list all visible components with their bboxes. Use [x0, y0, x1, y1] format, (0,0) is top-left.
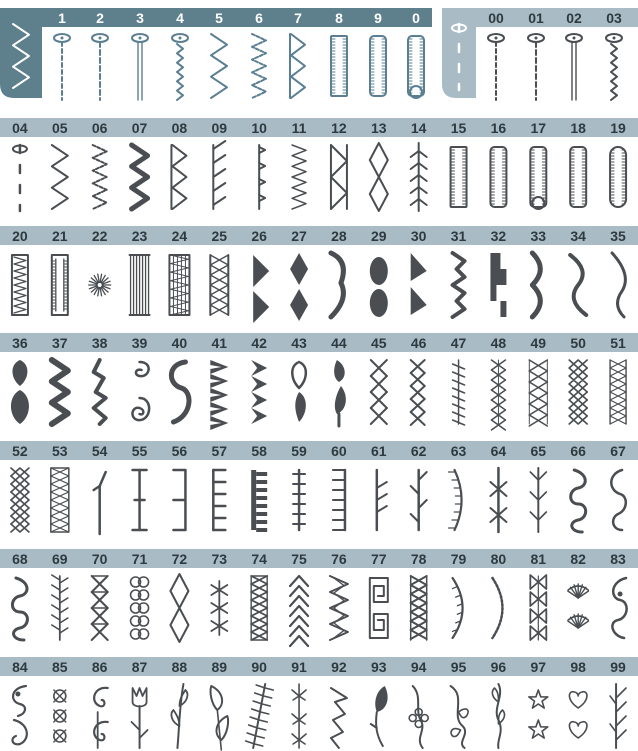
wave-icon[interactable]	[532, 253, 540, 317]
arch-icon[interactable]	[570, 255, 586, 315]
stitch-number: 1	[58, 10, 66, 26]
stitch-number: 82	[570, 551, 586, 567]
stitch-number: 70	[91, 551, 108, 567]
stitch-number: 18	[570, 120, 586, 136]
stitch-number: 72	[171, 551, 188, 567]
cross-stitch-icon[interactable]	[371, 360, 387, 424]
stitch-number: 02	[566, 10, 582, 26]
stitch-number: 43	[291, 335, 307, 351]
stitch-number: 90	[251, 659, 267, 675]
stitch-number: 25	[211, 228, 228, 244]
curl-pair-icon[interactable]	[94, 688, 108, 748]
fork-icon[interactable]	[377, 470, 387, 530]
block-step-icon[interactable]	[490, 253, 506, 317]
heart-pair-icon[interactable]	[569, 692, 587, 738]
stitch-number: 58	[251, 443, 267, 459]
buttonhole-square-icon[interactable]	[451, 147, 467, 207]
buttonhole-bar-icon[interactable]	[52, 255, 68, 315]
chevron-stack-icon[interactable]	[290, 576, 308, 646]
satin-zigzag-icon[interactable]	[132, 145, 148, 209]
stitch-number: 01	[528, 10, 544, 26]
stitch-number: 59	[291, 443, 307, 459]
stitch-number: 61	[371, 443, 387, 459]
stitch-number: 56	[171, 443, 188, 459]
stitch-number: 96	[490, 659, 507, 675]
buttonhole-round-icon[interactable]	[570, 147, 586, 207]
stitch-number: 62	[410, 443, 427, 459]
stitch-number: 45	[371, 335, 387, 351]
stitch-number: 40	[171, 335, 188, 351]
main-stitch-area	[42, 27, 330, 98]
heart-satin-icon[interactable]	[11, 360, 29, 424]
shell-fan-icon[interactable]	[568, 584, 589, 628]
diamond-chain-icon[interactable]	[170, 574, 188, 642]
stitch-number: 91	[291, 659, 307, 675]
bent-arrow-icon[interactable]	[94, 472, 106, 534]
straight-center-icon[interactable]	[528, 34, 544, 100]
cross-double-icon[interactable]	[529, 360, 547, 426]
stitch-number: 8	[335, 10, 343, 26]
stitch-number: 13	[371, 120, 387, 136]
stitch-number: 26	[251, 228, 267, 244]
stitch-number: 83	[610, 551, 626, 567]
buttonhole-round-icon[interactable]	[490, 147, 506, 207]
scallop-icon[interactable]	[331, 253, 343, 317]
s-curve-icon[interactable]	[171, 362, 189, 422]
stitch-number: 97	[530, 659, 547, 675]
stitch-number: 12	[331, 120, 347, 136]
diamond-satin-icon[interactable]	[290, 253, 308, 321]
stitch-number: 0	[412, 10, 420, 26]
stitch-number: 04	[12, 120, 28, 136]
darning-icon[interactable]	[130, 255, 150, 315]
stitch-number: 73	[211, 551, 228, 567]
stitch-number: 21	[52, 228, 68, 244]
star-cross-icon[interactable]	[490, 468, 506, 532]
stitch-number: 19	[610, 120, 626, 136]
diamond-chain-icon[interactable]	[370, 143, 388, 211]
stitch-number: 47	[450, 335, 467, 351]
stitch-number: 57	[211, 443, 228, 459]
stitch-number: 46	[410, 335, 427, 351]
comb-4-icon[interactable]	[213, 470, 225, 530]
stitch-number: 07	[131, 120, 148, 136]
stitch-number: 2	[96, 10, 104, 26]
stitch-number: 15	[450, 120, 467, 136]
stitch-number: 71	[131, 551, 148, 567]
flower-vine-icon[interactable]	[292, 684, 306, 748]
stitch-number: 51	[610, 335, 626, 351]
fern-big-icon[interactable]	[246, 684, 274, 748]
paren-curve-icon[interactable]	[612, 253, 625, 317]
stitch-number: 34	[570, 228, 586, 244]
basting-icon[interactable]	[13, 145, 27, 211]
branch-icon[interactable]	[411, 470, 427, 530]
stitch-number: 95	[450, 659, 467, 675]
leaf-satin-icon[interactable]	[94, 360, 106, 424]
stitch-number: 37	[52, 335, 68, 351]
stitch-number: 14	[410, 120, 427, 136]
stitch-number: 66	[570, 443, 586, 459]
stitch-number: 60	[331, 443, 347, 459]
stitch-number: 11	[291, 120, 307, 136]
swirl-dot-icon[interactable]	[612, 578, 626, 638]
stitch-number: 94	[410, 659, 427, 675]
stitch-number: 06	[91, 120, 108, 136]
lightning-icon[interactable]	[606, 34, 622, 100]
stitch-number: 69	[52, 551, 68, 567]
stitch-number: 39	[131, 335, 148, 351]
stitch-number: 81	[530, 551, 547, 567]
stitch-number: 6	[255, 10, 263, 26]
ladder-icon[interactable]	[293, 470, 305, 530]
rosette-icon[interactable]	[54, 690, 66, 742]
stitch-number: 74	[251, 551, 267, 567]
hem-lace-icon[interactable]	[51, 468, 69, 532]
stitch-number: 55	[131, 443, 148, 459]
stitch-number: 86	[91, 659, 108, 675]
x-chain-icon[interactable]	[92, 576, 108, 640]
stitch-number: 30	[410, 228, 427, 244]
circle-chain-icon[interactable]	[131, 577, 149, 639]
stitch-number: 5	[215, 10, 223, 26]
stitch-number: 03	[606, 10, 622, 26]
heavy-zigzag-icon[interactable]	[52, 360, 68, 424]
stitch-number: 64	[490, 443, 507, 459]
stitch-number: 52	[12, 443, 28, 459]
arc-dotted-icon[interactable]	[492, 578, 502, 638]
leaf-solid-icon[interactable]	[371, 686, 388, 746]
i-beam-icon[interactable]	[133, 470, 147, 530]
stitch-number: 08	[171, 120, 188, 136]
stitch-number: 09	[211, 120, 228, 136]
scroll-icon[interactable]	[12, 686, 26, 744]
triangle-satin-icon[interactable]	[253, 255, 269, 323]
stitch-number: 98	[570, 659, 586, 675]
fringe-curve-icon[interactable]	[449, 470, 462, 530]
flower-icon[interactable]	[409, 686, 428, 748]
shell-icon[interactable]	[292, 145, 306, 209]
stitch-number: 87	[131, 659, 148, 675]
stitch-number: 79	[450, 551, 467, 567]
greek-key-icon[interactable]	[370, 578, 388, 638]
stitch-number: 89	[211, 659, 228, 675]
stitch-number: 93	[371, 659, 387, 675]
chevron-satin-icon[interactable]	[210, 360, 228, 430]
stitch-number: 53	[52, 443, 68, 459]
stitch-number: 16	[490, 120, 507, 136]
stitch-number: 68	[12, 551, 28, 567]
feather-icon[interactable]	[453, 360, 465, 425]
buttonhole-zigzag-icon[interactable]	[12, 255, 28, 315]
overlock-icon[interactable]	[171, 145, 186, 209]
straight-left-icon[interactable]	[488, 34, 504, 100]
bartack-cross-icon[interactable]	[210, 255, 228, 315]
serpentine-icon[interactable]	[571, 470, 586, 532]
stitch-number: 85	[52, 659, 68, 675]
stitch-number: 63	[450, 443, 467, 459]
eyelet-icon[interactable]	[89, 274, 111, 296]
stitch-number: 17	[530, 120, 547, 136]
arrow-satin-icon[interactable]	[251, 360, 267, 424]
cross-stitch-offset-icon[interactable]	[411, 360, 425, 425]
leaf-swing-icon[interactable]	[451, 686, 469, 748]
triple-straight-icon[interactable]	[566, 34, 582, 100]
stitch-number: 7	[294, 10, 302, 26]
bird-icon[interactable]	[331, 688, 347, 748]
stitch-number: 54	[91, 443, 108, 459]
stitch-number: 22	[91, 228, 108, 244]
stitch-number: 28	[331, 228, 347, 244]
stitch-number: 27	[291, 228, 307, 244]
stitch-number: 75	[291, 551, 307, 567]
spiral-icon[interactable]	[132, 362, 149, 420]
stitch-number: 38	[91, 335, 108, 351]
heart-outline-icon[interactable]	[292, 362, 306, 422]
stitch-number: 33	[530, 228, 547, 244]
stitch-number: 42	[251, 335, 267, 351]
stitch-number: 92	[331, 659, 347, 675]
stitch-number: 05	[52, 120, 68, 136]
step-zigzag-icon[interactable]	[453, 253, 465, 317]
stitch-number: 99	[610, 659, 626, 675]
comb-solid-icon[interactable]	[251, 470, 267, 532]
bud-icon[interactable]	[492, 684, 504, 748]
stitch-number: 35	[610, 228, 626, 244]
stitch-number: 31	[450, 228, 467, 244]
grid-flower-icon[interactable]	[251, 576, 267, 640]
stitch-number: 9	[374, 10, 382, 26]
bartack-grid-icon[interactable]	[169, 255, 189, 315]
stitch-number: 50	[570, 335, 586, 351]
buttonhole-oval-icon[interactable]	[610, 147, 626, 207]
swirl-icon[interactable]	[611, 470, 626, 530]
oval-satin-icon[interactable]	[370, 257, 388, 317]
stretch-blind-icon[interactable]	[259, 145, 265, 209]
leaf-branch-icon[interactable]	[171, 684, 187, 748]
stitch-number: 49	[530, 335, 547, 351]
stitch-number: 44	[331, 335, 347, 351]
arc-fringe-icon[interactable]	[452, 578, 462, 638]
stitch-number: 65	[530, 443, 547, 459]
stitch-number: 84	[12, 659, 28, 675]
tulip-icon[interactable]	[132, 688, 148, 748]
comb-3-icon[interactable]	[173, 470, 185, 530]
cross-ladder-icon[interactable]	[610, 360, 626, 424]
stitch-number: 48	[490, 335, 507, 351]
zigzag-stack-icon[interactable]	[330, 576, 348, 640]
multi-zigzag-icon[interactable]	[93, 145, 107, 209]
leaf-pair-icon[interactable]	[211, 686, 229, 750]
stitch-number: 41	[211, 335, 228, 351]
stitch-number: 67	[610, 443, 626, 459]
stitch-number: 36	[12, 335, 28, 351]
stitch-number: 20	[12, 228, 28, 244]
stitch-number: 10	[251, 120, 267, 136]
stitch-number: 24	[171, 228, 188, 244]
zigzag-icon[interactable]	[52, 145, 68, 209]
tulip-satin-icon[interactable]	[334, 360, 346, 426]
stitch-number: 23	[131, 228, 148, 244]
stitch-number: 78	[410, 551, 427, 567]
cross-block-icon[interactable]	[411, 576, 427, 640]
serpentine-icon[interactable]	[12, 578, 27, 640]
honeycomb-icon[interactable]	[11, 468, 29, 532]
stitch-number: 00	[488, 10, 504, 26]
stitch-number: 29	[371, 228, 387, 244]
wedge-satin-icon[interactable]	[411, 253, 427, 315]
star-pair-icon[interactable]	[529, 690, 548, 738]
arrow-chevron-icon[interactable]	[411, 143, 427, 211]
bow-chain-icon[interactable]	[530, 575, 546, 640]
fern-icon[interactable]	[52, 575, 68, 640]
tassel-icon[interactable]	[610, 684, 626, 748]
blind-hem-icon[interactable]	[213, 141, 225, 209]
stitch-number: 3	[136, 10, 144, 26]
comb-right-icon[interactable]	[333, 470, 345, 530]
stitch-number: 80	[490, 551, 507, 567]
stitch-number: 88	[171, 659, 188, 675]
feather-double-icon[interactable]	[491, 360, 505, 430]
snowflake-icon[interactable]	[211, 581, 227, 635]
stitch-number: 76	[331, 551, 347, 567]
honeycomb-icon[interactable]	[569, 360, 587, 424]
box-overcast-icon[interactable]	[331, 145, 347, 209]
stitch-number: 32	[490, 228, 507, 244]
stitch-number: 4	[176, 10, 184, 26]
buttonhole-keyhole-icon[interactable]	[530, 147, 546, 209]
vine-icon[interactable]	[530, 468, 546, 532]
stitch-number: 77	[371, 551, 387, 567]
